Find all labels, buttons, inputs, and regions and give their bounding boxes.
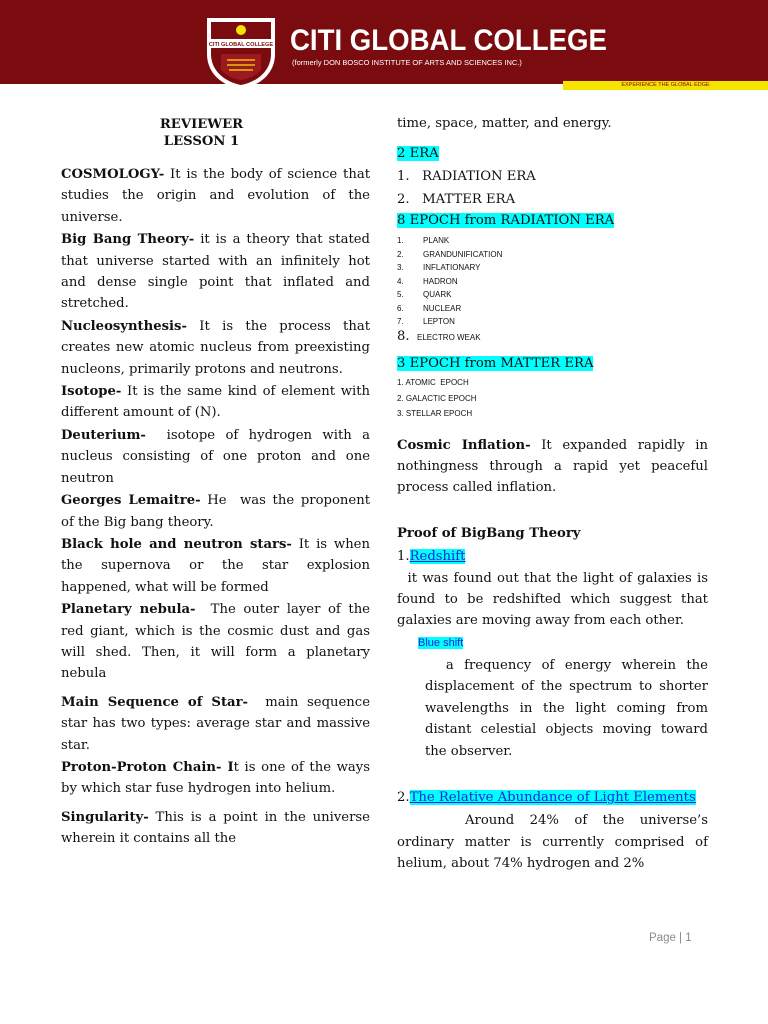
epoch-number: 1. bbox=[397, 236, 404, 246]
glossary-term: Isotope- bbox=[61, 384, 122, 400]
blueshift-heading: Blue shift bbox=[418, 636, 464, 649]
glossary-entry bbox=[61, 757, 375, 800]
epoch-number: 5. bbox=[397, 290, 404, 300]
epoch-number: 2. bbox=[397, 249, 404, 259]
glossary-definition: it is a theory that stated that universe started with an infinitely hot and dense single point that inflated and stretched. bbox=[61, 232, 375, 312]
glossary-entry bbox=[61, 229, 375, 315]
radiation-epoch-item: 8. ELECTRO WEAK bbox=[397, 328, 481, 344]
college-former-name: (formerly DON BOSCO INSTITUTE OF ARTS AND SCIENCES INC.) bbox=[292, 58, 522, 67]
epoch-number: 7. bbox=[397, 317, 404, 327]
glossary-term: Black hole and neutron stars- bbox=[61, 536, 292, 552]
redshift-heading: 1.Redshift bbox=[397, 549, 466, 565]
glossary-term: Georges Lemaitre- bbox=[61, 493, 201, 509]
abundance-heading: 2.The Relative Abundance of Light Elements bbox=[397, 789, 696, 805]
era-heading: 2 ERA bbox=[397, 146, 439, 162]
matter-epoch-heading: 3 EPOCH from MATTER ERA bbox=[397, 355, 594, 371]
glossary-entry bbox=[61, 599, 375, 685]
seal-text: CITI GLOBAL COLLEGE bbox=[208, 42, 274, 48]
glossary-definition: It is the same kind of element with different amount of (N). bbox=[61, 384, 375, 421]
epoch-label: QUARK bbox=[423, 290, 452, 300]
epoch-label: NUCLEAR bbox=[423, 303, 462, 313]
glossary-definition: It is the body of science that studies the origin and evolution of the universe. bbox=[61, 167, 375, 225]
glossary-term: Proton-Proton Chain- I bbox=[61, 759, 234, 775]
glossary-definition: It is the process that creates new atomic nucleus from preexisting nucleons, primarily protons and neutrons. bbox=[61, 318, 375, 377]
glossary-definition: It is when the supernova or the star explosion happened, what will be formed bbox=[61, 536, 375, 595]
epoch-label: LEPTON bbox=[423, 317, 455, 327]
college-seal-icon bbox=[203, 14, 279, 90]
glossary-entry bbox=[61, 807, 375, 850]
left-column bbox=[61, 116, 375, 850]
era-item-2: 2. MATTER ERA bbox=[397, 191, 516, 207]
epoch-label: PLANK bbox=[423, 236, 450, 246]
glossary-definition: t is one of the ways by which star fuse hydrogen into helium. bbox=[61, 759, 375, 797]
proof-heading: Proof of BigBang Theory bbox=[397, 525, 581, 541]
glossary-definition: main sequence star has two types: average star and massive star. bbox=[61, 694, 375, 753]
matter-epoch-item: 1. ATOMIC EPOCH bbox=[397, 378, 469, 388]
title-reviewer: REVIEWER bbox=[159, 117, 244, 132]
glossary-entry bbox=[61, 164, 375, 228]
glossary-list bbox=[61, 164, 375, 850]
title-lesson: LESSON 1 bbox=[163, 134, 240, 149]
epoch-label: GRANDUNIFICATION bbox=[423, 249, 503, 259]
tagline: EXPERIENCE THE GLOBAL EDGE bbox=[621, 82, 710, 88]
glossary-term: Planetary nebula- bbox=[61, 602, 196, 618]
abundance-text: Around 24% of the universe’s ordinary matter is currently comprised of helium, about 74% hydrogen and 2% bbox=[397, 813, 708, 872]
glossary-entry bbox=[61, 534, 375, 598]
glossary-definition: isotope of hydrogen with a nucleus consisting of one proton and one neutron bbox=[61, 427, 375, 486]
glossary-term: Deuterium- bbox=[61, 427, 146, 443]
radiation-epoch-item bbox=[397, 302, 708, 316]
continued-text: time, space, matter, and energy. bbox=[397, 116, 612, 131]
radiation-epoch-item bbox=[397, 275, 708, 289]
radiation-epoch-item bbox=[397, 261, 708, 275]
page-number: Page | 1 bbox=[649, 932, 692, 944]
radiation-epoch-item bbox=[397, 234, 708, 248]
matter-epoch-item: 3. STELLAR EPOCH bbox=[397, 409, 473, 419]
blueshift-text: a frequency of energy wherein the displacement of the spectrum to shorter wavelengths in the light coming from distant celestial objects moving toward the observer. bbox=[425, 657, 713, 759]
matter-epoch-item: 2. GALACTIC EPOCH bbox=[397, 393, 477, 403]
era-item-1: 1. RADIATION ERA bbox=[397, 168, 536, 184]
redshift-text: it was found out that the light of galaxies is found to be redshifted which suggest that galaxies are moving away from each other. bbox=[397, 570, 713, 629]
radiation-epoch-item bbox=[397, 248, 708, 262]
glossary-entry bbox=[61, 490, 375, 533]
radiation-epoch-heading: 8 EPOCH from RADIATION ERA bbox=[397, 212, 615, 228]
glossary-definition: This is a point in the universe wherein it contains all the bbox=[61, 809, 375, 847]
glossary-entry bbox=[61, 316, 375, 380]
radiation-epoch-item bbox=[397, 288, 708, 302]
epoch-number: 6. bbox=[397, 303, 404, 313]
radiation-epoch-list bbox=[397, 234, 708, 329]
glossary-term: Main Sequence of Star- bbox=[61, 694, 249, 710]
glossary-term: Big Bang Theory- bbox=[61, 232, 195, 248]
epoch-number: 3. bbox=[397, 263, 404, 273]
college-name: CITI GLOBAL COLLEGE bbox=[290, 24, 607, 57]
glossary-definition: The outer layer of the red giant, which is the cosmic dust and gas will shed. Then, it will form a planetary nebula bbox=[61, 602, 375, 682]
radiation-epoch-item bbox=[397, 315, 708, 329]
epoch-number: 4. bbox=[397, 276, 404, 286]
glossary-entry bbox=[61, 692, 375, 756]
header-banner bbox=[0, 0, 768, 110]
epoch-label: HADRON bbox=[423, 276, 458, 286]
glossary-definition: He was the proponent of the Big bang theory. bbox=[61, 493, 375, 530]
right-column bbox=[397, 113, 713, 875]
document-title bbox=[47, 116, 356, 150]
glossary-entry bbox=[61, 425, 375, 489]
matter-epoch-list bbox=[397, 375, 708, 422]
epoch-label: INFLATIONARY bbox=[423, 263, 481, 273]
glossary-term: Nucleosynthesis- bbox=[61, 318, 187, 334]
glossary-term: COSMOLOGY- bbox=[61, 167, 165, 182]
glossary-term: Singularity- bbox=[61, 809, 149, 825]
glossary-entry bbox=[61, 381, 375, 424]
cosmic-inflation-definition: Cosmic Inflation- It expanded rapidly in nothingness through a rapid yet peaceful process called inflation. bbox=[397, 437, 708, 496]
